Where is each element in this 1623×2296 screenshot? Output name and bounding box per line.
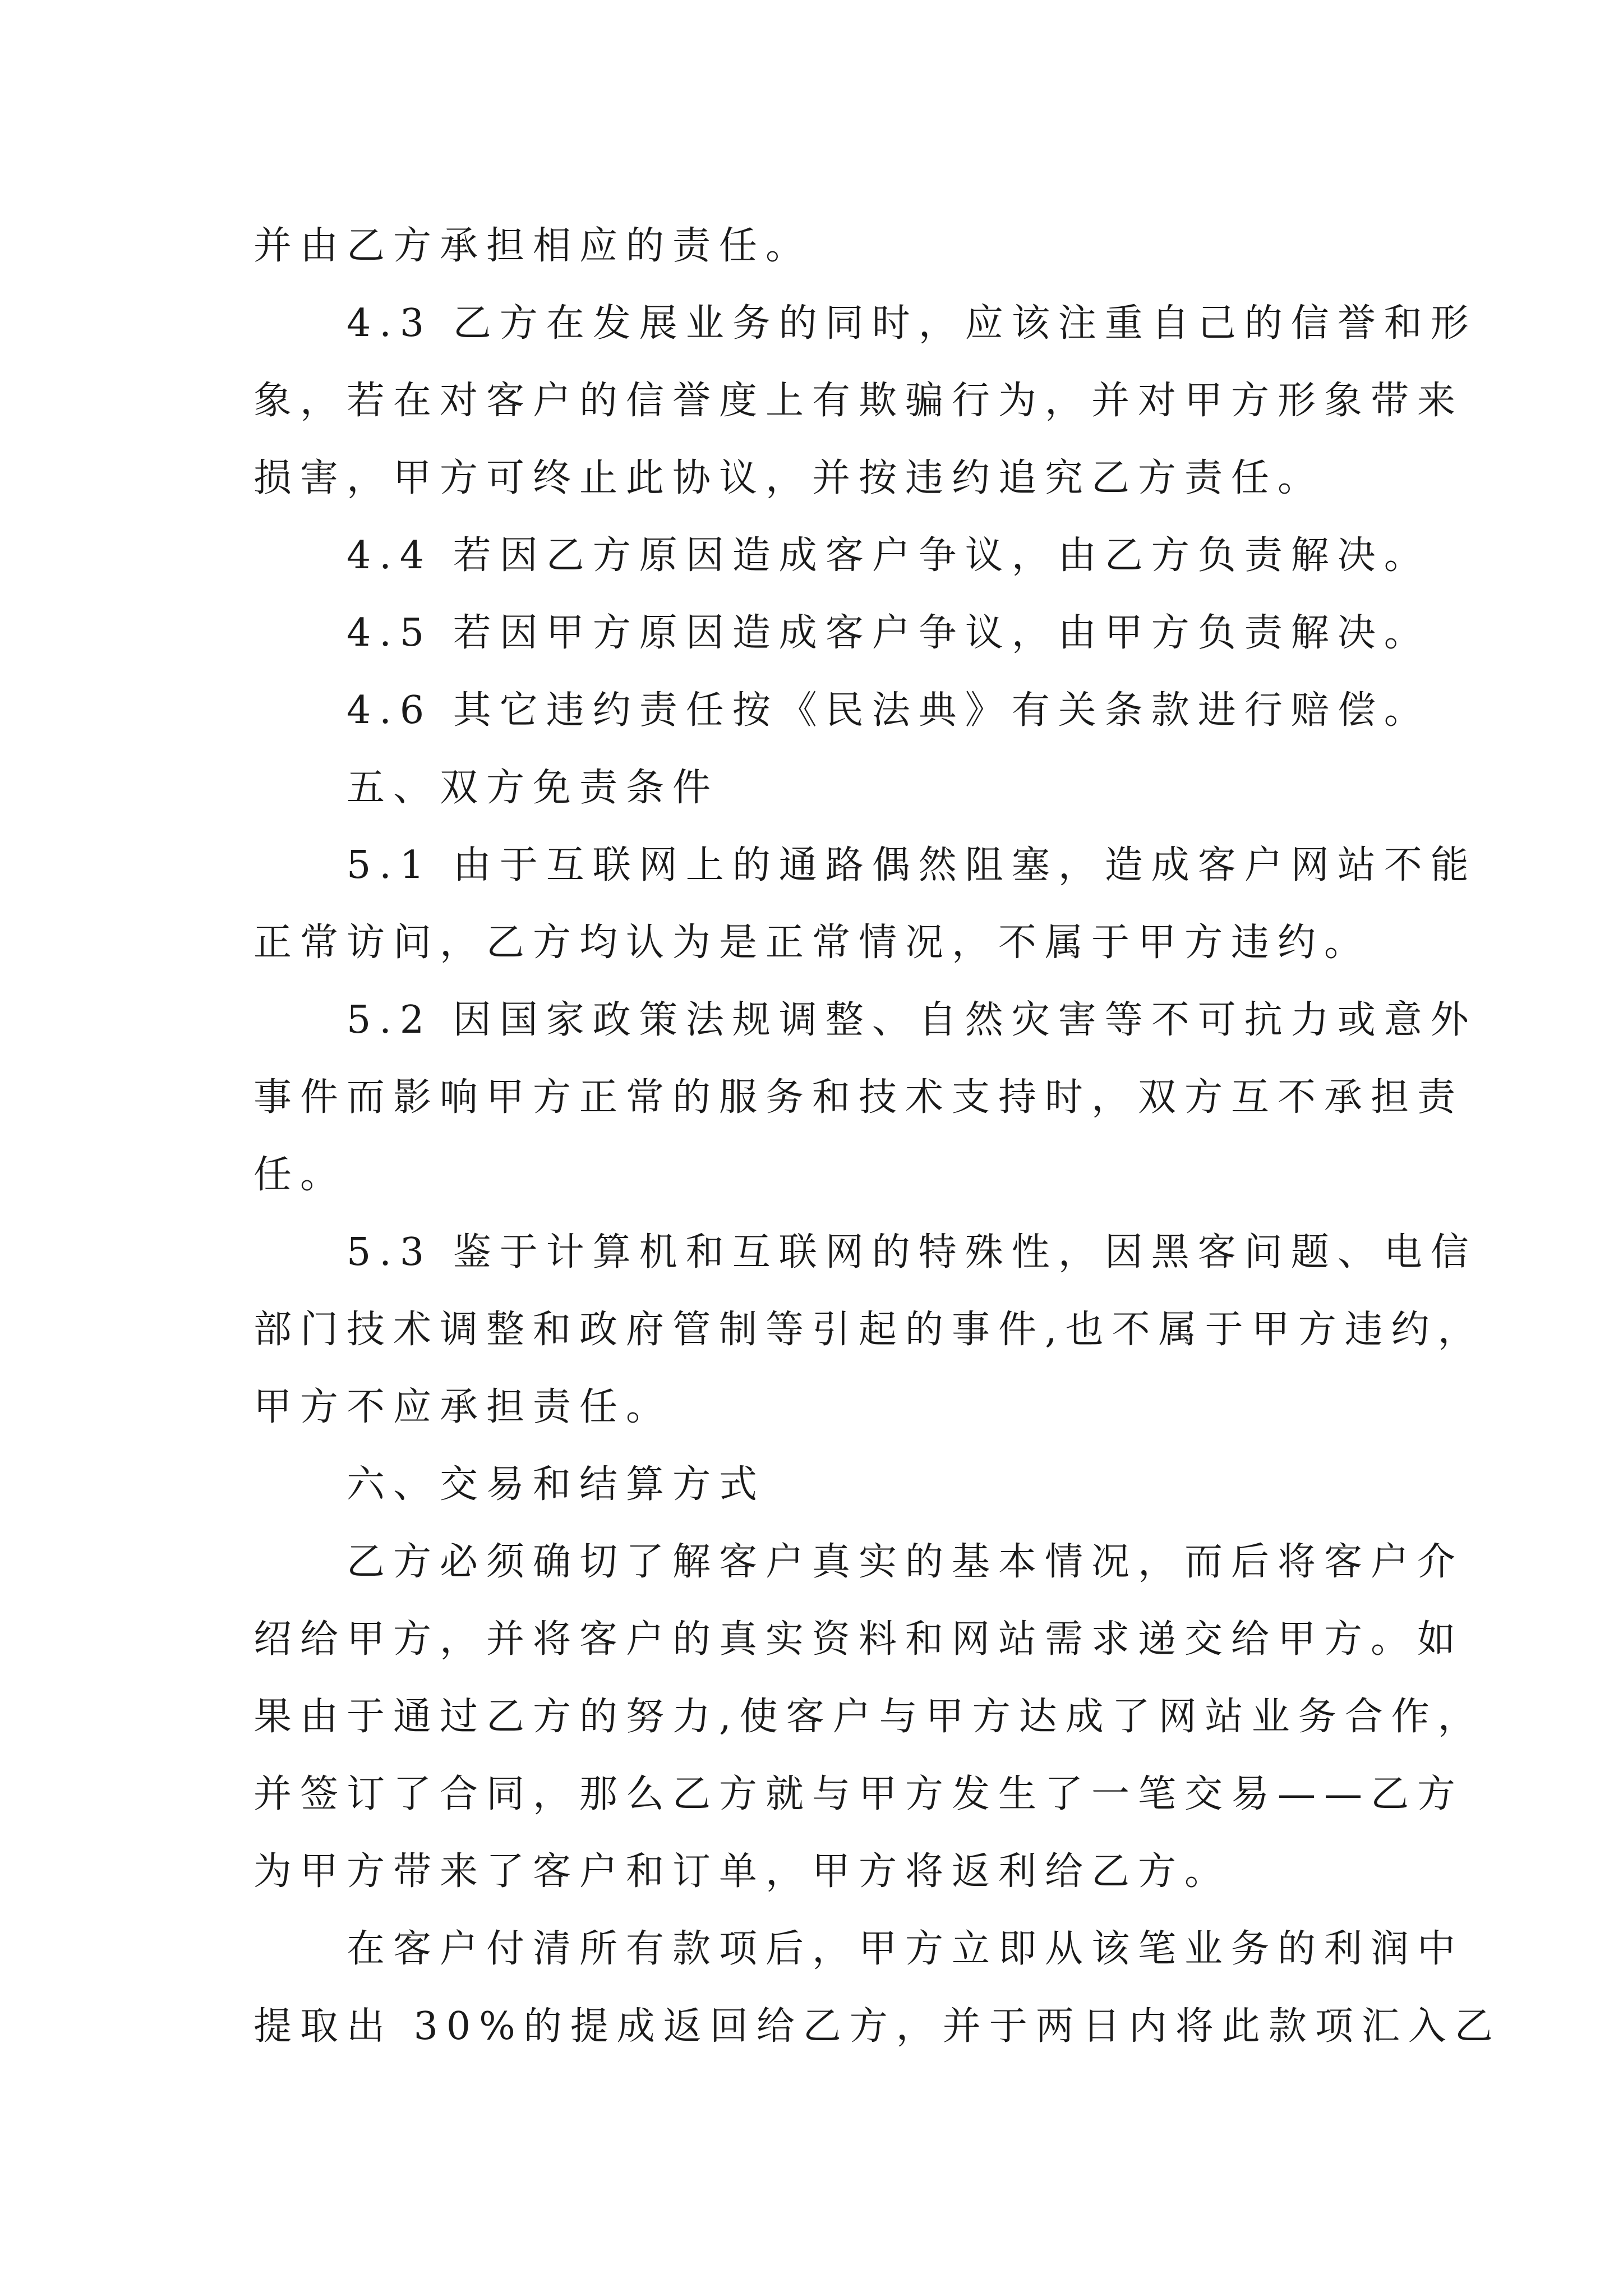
- paragraph-clause-4-6: [253, 672, 1431, 749]
- section-heading: 五、双方免责条件: [347, 766, 720, 810]
- paragraph-clause-5-1: [253, 827, 1477, 982]
- paragraph-clause-4-4: [253, 517, 1431, 595]
- text-line: 4.5 若因甲方原因造成客户争议，由甲方负责解决。: [347, 611, 1431, 655]
- paragraph-transaction-description: [253, 1524, 1484, 1911]
- text-line: 5.3 鉴于计算机和互联网的特殊性，因黑客问题、电信: [347, 1230, 1477, 1274]
- text-line: 乙方必须确切了解客户真实的基本情况，而后将客户介: [347, 1540, 1464, 1584]
- text-line: 甲方不应承担责任。: [253, 1385, 673, 1429]
- paragraph-clause-5-3: [253, 1214, 1484, 1446]
- text-line: 绍给甲方，并将客户的真实资料和网站需求递交给甲方。如: [253, 1617, 1464, 1662]
- text-line: 5.1 由于互联网上的通路偶然阻塞，造成客户网站不能: [347, 843, 1477, 887]
- text-line: 在客户付清所有款项后，甲方立即从该笔业务的利润中: [347, 1927, 1464, 1971]
- text-line: 4.3 乙方在发展业务的同时，应该注重自己的信誉和形: [347, 301, 1477, 346]
- text-line: 任。: [253, 1153, 347, 1197]
- text-line: 提取出 30%的提成返回给乙方，并于两日内将此款项汇入乙: [253, 2004, 1501, 2049]
- text-line: 事件而影响甲方正常的服务和技术支持时，双方互不承担责: [253, 1075, 1464, 1120]
- text-line: 损害，甲方可终止此协议，并按违约追究乙方责任。: [253, 456, 1325, 500]
- text-line: 部门技术调整和政府管制等引起的事件,也不属于甲方违约，: [253, 1308, 1484, 1352]
- paragraph-clause-5-2: [253, 982, 1477, 1214]
- text-line: 4.6 其它违约责任按《民法典》有关条款进行赔偿。: [347, 688, 1431, 733]
- text-line: 并签订了合同，那么乙方就与甲方发生了一笔交易——乙方: [253, 1772, 1464, 1816]
- document-body: [253, 208, 1501, 2065]
- section-heading-5: [253, 749, 1381, 827]
- paragraph-clause-4-3: [253, 285, 1477, 517]
- text-line: 5.2 因国家政策法规调整、自然灾害等不可抗力或意外: [347, 998, 1477, 1042]
- section-heading-6: [253, 1446, 1381, 1524]
- paragraph-responsibility-continued: [253, 208, 1381, 285]
- text-line: 并由乙方承担相应的责任。: [253, 224, 813, 268]
- text-line: 4.4 若因乙方原因造成客户争议，由乙方负责解决。: [347, 533, 1431, 578]
- text-line: 象，若在对客户的信誉度上有欺骗行为，并对甲方形象带来: [253, 379, 1464, 423]
- section-heading: 六、交易和结算方式: [347, 1462, 766, 1507]
- text-line: 果由于通过乙方的努力,使客户与甲方达成了网站业务合作，: [253, 1695, 1484, 1739]
- paragraph-settlement: [253, 1911, 1501, 2065]
- text-line: 为甲方带来了客户和订单，甲方将返利给乙方。: [253, 1849, 1232, 1894]
- text-line: 正常访问，乙方均认为是正常情况，不属于甲方违约。: [253, 921, 1371, 965]
- paragraph-clause-4-5: [253, 595, 1431, 672]
